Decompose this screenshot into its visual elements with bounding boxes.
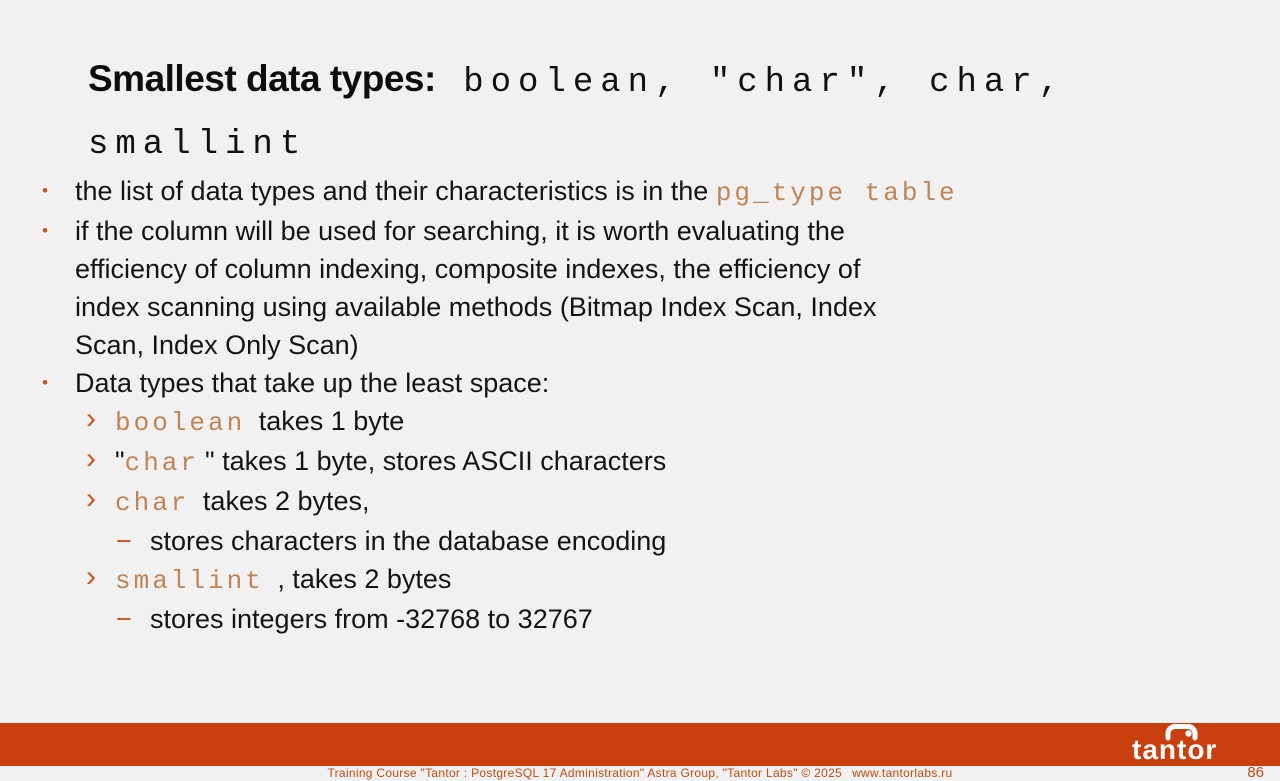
list-item-text: the list of data types and their characteristics is in the (75, 176, 716, 206)
footer-band (0, 723, 1280, 766)
title-line-2 (88, 116, 1208, 178)
logo-text: tantor (1132, 734, 1218, 765)
footer-url: www.tantorlabs.ru (852, 766, 953, 780)
title-line-1 (88, 50, 1208, 116)
inline-code: pg_type table (715, 178, 958, 208)
list-item-text: takes 1 byte (251, 406, 405, 436)
inline-code: char (115, 488, 190, 518)
sub-list-item (40, 402, 1240, 442)
page-number: 86 (1247, 764, 1264, 781)
sub-list-item (40, 482, 1240, 522)
sub-list-item (40, 560, 1240, 600)
list-item-text: Data types that take up the least space: (75, 368, 550, 398)
chevron-icon: › (86, 482, 96, 515)
dash-icon: − (116, 604, 132, 634)
list-item-text: " takes 1 byte, stores ASCII characters (205, 446, 667, 476)
chevron-icon: › (86, 402, 96, 435)
page-title (88, 50, 1208, 178)
list-item-line: index scanning using available methods (Bitmap Index Scan, Index (75, 292, 877, 322)
sub-list-item (40, 442, 1240, 482)
bullet-icon: • (42, 181, 48, 200)
bullet-icon: • (42, 373, 48, 392)
list-item-text: takes 2 bytes, (195, 486, 370, 516)
list-item-line: Scan, Index Only Scan) (75, 330, 359, 360)
quote-mark: " (115, 446, 125, 476)
list-item-line: if the column will be used for searching, it is worth evaluating the (75, 216, 845, 246)
inline-code: smallint (115, 566, 264, 596)
title-code-1: boolean, "char", char, (435, 64, 1067, 102)
footer-course-text: Training Course "Tantor : PostgreSQL 17 Administration" Astra Group, "Tantor Labs" © 2025 (327, 766, 843, 780)
list-item (40, 364, 1240, 402)
inline-code: char (124, 448, 200, 478)
title-code-2: smallint (88, 126, 308, 164)
list-item (40, 212, 1240, 364)
title-prefix: Smallest data types: (88, 58, 436, 99)
dash-icon: − (116, 526, 132, 556)
list-item-text: stores characters in the database encoding (150, 526, 667, 556)
bullet-list (40, 172, 1240, 638)
bullet-icon: • (42, 221, 48, 240)
footer-credits (0, 766, 1280, 780)
list-item (40, 172, 1240, 212)
dash-list-item (40, 600, 1240, 638)
list-item-line: efficiency of column indexing, composite indexes, the efficiency of (75, 254, 861, 284)
tantor-logo-icon (1122, 723, 1272, 766)
list-item-text: , takes 2 bytes (269, 564, 452, 594)
list-item-text: stores integers from -32768 to 32767 (150, 604, 593, 634)
tantor-logo (1122, 723, 1272, 766)
inline-code: boolean (115, 408, 246, 438)
chevron-icon: › (86, 560, 96, 593)
chevron-icon: › (86, 442, 96, 475)
dash-list-item (40, 522, 1240, 560)
